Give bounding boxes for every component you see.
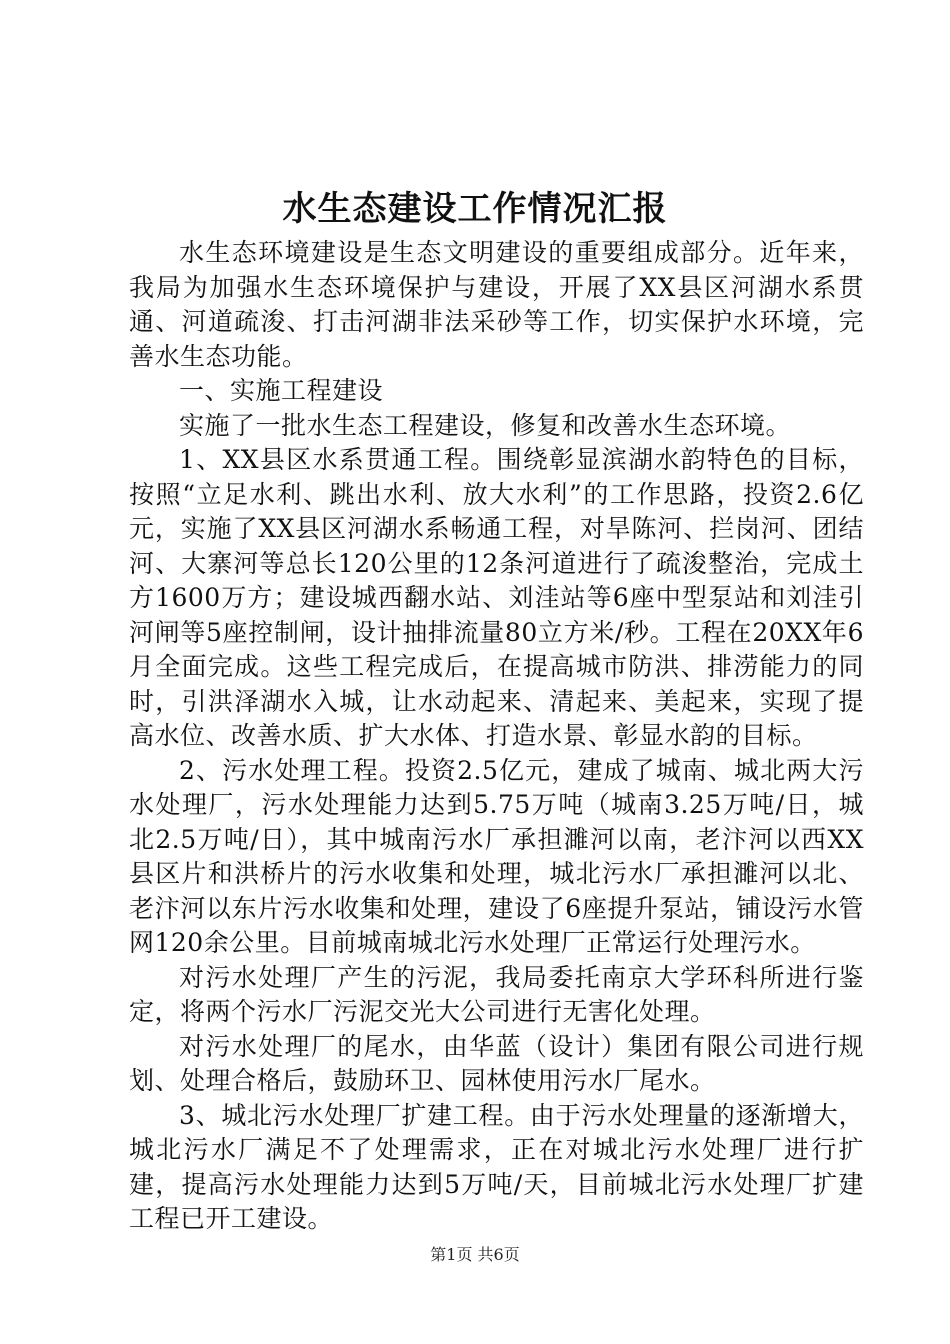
section-heading: 一、实施工程建设 [179,376,384,405]
paragraph-intro: 水生态环境建设是生态文明建设的重要组成部分。近年来，我局为加强水生态环境保护与建设，开展了XX县区河湖水系贯通、河道疏浚、打击河湖非法采砂等工作，切实保护水环境，完善水生态功能。 [129,238,864,371]
paragraph-item-1: 1、XX县区水系贯通工程。围绕彰显滨湖水韵特色的目标，按照“立足水利、跳出水利、放大水利”的工作思路，投资2.6亿元，实施了XX县区河湖水系畅通工程，对旱陈河、拦岗河、团结河、大寨河等总长120公里的12条河道进行了疏浚整治，完成土方1600万方；建设城西翻水站、刘洼站等6座中型泵站和刘洼引河闸等5座控制闸，设计抽排流量80立方米/秒。工程在20XX年6月全面完成。这些工程完成后，在提高城市防洪、排涝能力的同时，引洪泽湖水入城，让水动起来、清起来、美起来，实现了提高水位、改善水质、扩大水体、打造水景、彰显水韵的目标。 [129,445,864,750]
document-title: 水生态建设工作情况汇报 [282,189,668,229]
paragraph-item-2: 2、污水处理工程。投资2.5亿元，建成了城南、城北两大污水处理厂，污水处理能力达到5.75万吨（城南3.25万吨/日，城北2.5万吨/日），其中城南污水厂承担濉河以南，老汴河以西XX县区片和洪桥片的污水收集和处理，城北污水厂承担濉河以北、老汴河以东片污水收集和处理，建设了6座提升泵站，铺设污水管网120余公里。目前城南城北污水处理厂正常运行处理污水。 [129,755,864,957]
paragraph-tail-water: 对污水处理厂的尾水，由华蓝（设计）集团有限公司进行规划、处理合格后，鼓励环卫、园林使用污水厂尾水。 [129,1031,864,1095]
paragraph-section-summary: 实施了一批水生态工程建设，修复和改善水生态环境。 [179,410,792,440]
paragraph-item-3: 3、城北污水处理厂扩建工程。由于污水处理量的逐渐增大，城北污水厂满足不了处理需求，正在对城北污水处理厂进行扩建，提高污水处理能力达到5万吨/天，目前城北污水处理厂扩建工程已开工建设。 [129,1100,864,1233]
paragraph-sludge: 对污水处理厂产生的污泥，我局委托南京大学环科所进行鉴定，将两个污水厂污泥交光大公司进行无害化处理。 [129,962,864,1026]
document-body [129,236,864,1237]
page-number-footer: 第1页 共6页 [430,1245,520,1264]
